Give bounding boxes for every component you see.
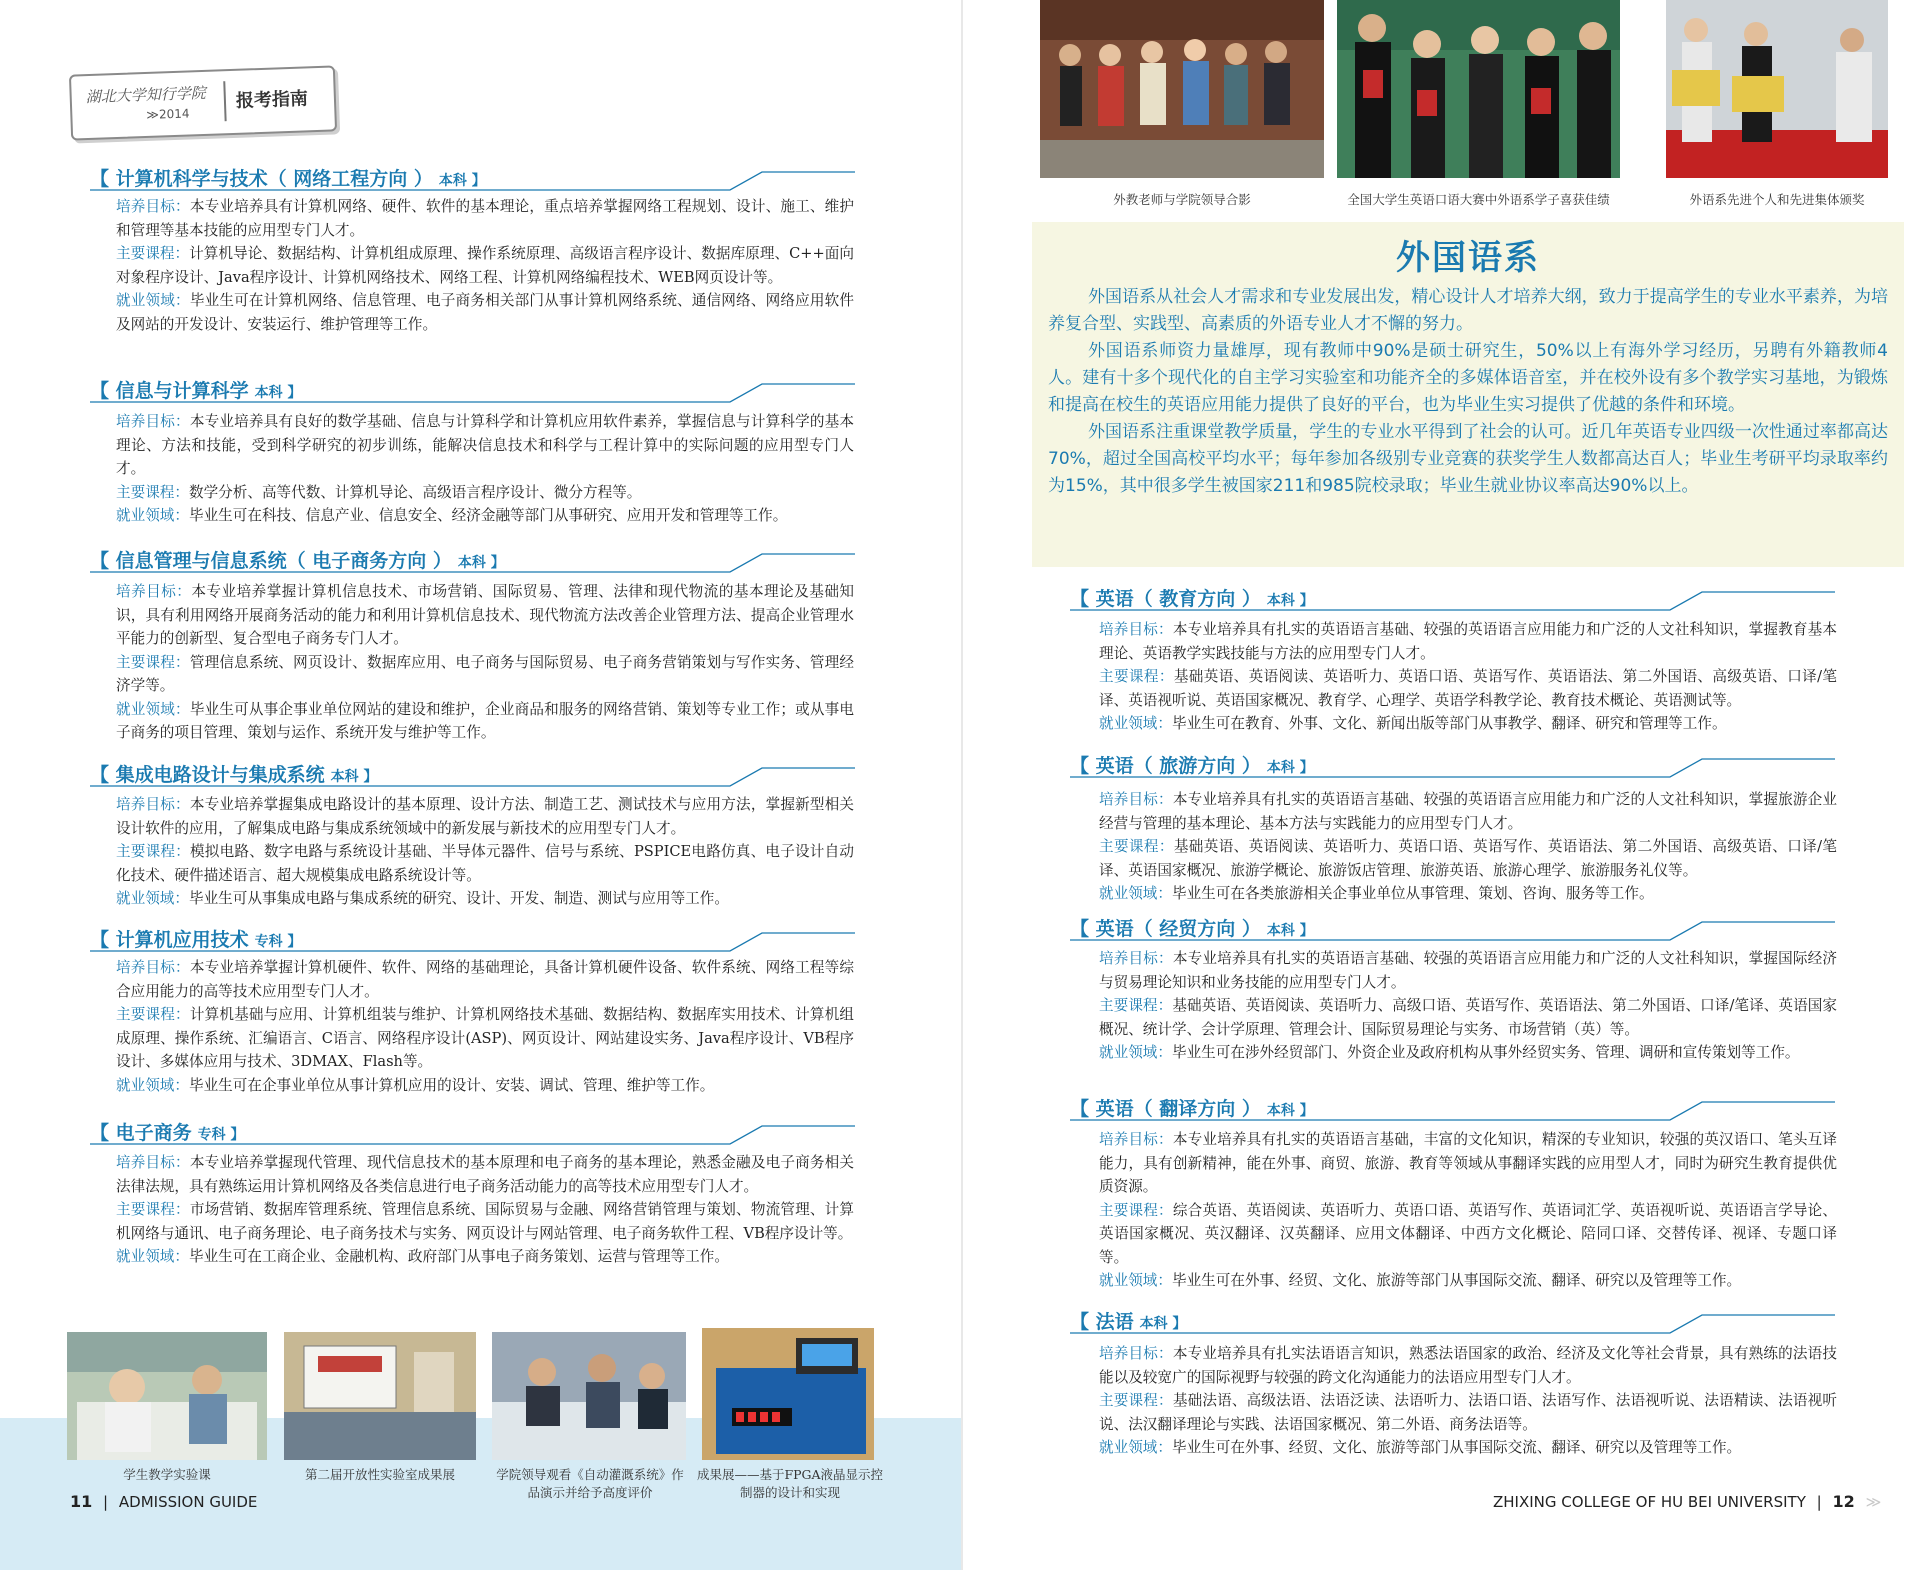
- jobs-text: 毕业生可在企事业单位从事计算机应用的设计、安装、调试、管理、维护等工作。: [188, 1076, 715, 1094]
- jobs-label: 就业领域：: [116, 292, 190, 309]
- jobs-label: 就业领域：: [1099, 1272, 1172, 1289]
- major-title: 【 英语（ 教育方向 ）: [1070, 588, 1261, 610]
- courses-text: 基础英语、英语阅读、英语听力、高级口语、英语写作、英语语法、第二外国语、口译/笔译、英语国家概况、统计学、会计学原理、管理会计、国际贸易理论与实务、市场营销（英）等。: [1099, 997, 1837, 1038]
- department-intro-text: [1048, 284, 1888, 500]
- goal-line: [1069, 618, 1837, 665]
- courses-label: 主要课程：: [116, 245, 190, 262]
- courses-line: [86, 651, 854, 698]
- goal-line: [1069, 947, 1837, 994]
- photo-caption: 外教老师与学院领导合影: [1113, 192, 1251, 207]
- jobs-line: [86, 1074, 854, 1098]
- goal-label: 培养目标：: [1099, 621, 1173, 638]
- jobs-label: 就业领域：: [116, 700, 190, 718]
- goal-text: 本专业培养掌握集成电路设计的基本原理、设计方法、制造工艺、测试技术与应用方法，掌握新型相关设计软件的应用，了解集成电路与集成系统领域中的新发展与新技术的应用型专门人才。: [116, 796, 854, 837]
- goal-text: 本专业培养具有扎实的英语语言基础、较强的英语语言应用能力和广泛的人文社科知识，掌握教育基本理论、英语教学实践技能与方法的应用型专门人才。: [1099, 621, 1837, 662]
- goal-label: 培养目标：: [116, 413, 190, 430]
- courses-line: [1069, 1389, 1837, 1436]
- goal-line: [86, 580, 854, 651]
- jobs-line: [1069, 1436, 1837, 1460]
- goal-text: 本专业培养掌握计算机硬件、软件、网络的基础理论，具备计算机硬件设备、软件系统、网络工程等综合应用能力的高等技术应用型专门人才。: [116, 959, 854, 1000]
- courses-label: 主要课程：: [116, 483, 189, 501]
- goal-line: [86, 793, 854, 840]
- major-title: 【 法语: [1070, 1311, 1134, 1333]
- courses-line: [1069, 665, 1837, 712]
- section-header: [90, 925, 855, 949]
- jobs-label: 就业领域：: [1099, 885, 1172, 902]
- major-level: 本科 】: [438, 173, 486, 189]
- courses-line: [86, 840, 854, 887]
- courses-label: 主要课程：: [1099, 838, 1174, 855]
- major-details: [86, 1151, 854, 1269]
- section-header: [1070, 1094, 1835, 1118]
- left-page: [0, 0, 962, 1570]
- goal-line: [86, 956, 854, 1003]
- major-details: [86, 410, 854, 528]
- major-details: [86, 793, 854, 911]
- goal-label: 培养目标：: [116, 1154, 190, 1171]
- major-title: 【 信息管理与信息系统（ 电子商务方向 ）: [90, 550, 452, 572]
- courses-text: 计算机导论、数据结构、计算机组成原理、操作系统原理、高级语言程序设计、数据库原理、C++面向对象程序设计、Java程序设计、计算机网络技术、网络工程、计算机网络编程技术、WEB网页设计等。: [116, 245, 854, 286]
- major-title: 【 电子商务: [90, 1122, 192, 1144]
- photo-caption: 第二届开放性实验室成果展: [304, 1467, 455, 1482]
- section-header: [90, 164, 855, 188]
- photo-leaders-watching-demo: [492, 1332, 686, 1460]
- courses-label: 主要课程：: [116, 843, 190, 860]
- photo-caption: 全国大学生英语口语大赛中外语系学子喜获佳绩: [1347, 192, 1610, 207]
- goal-label: 培养目标：: [1099, 1345, 1173, 1362]
- footer-label: ZHIXING COLLEGE OF HU BEI UNIVERSITY: [1493, 1493, 1806, 1511]
- goal-text: 本专业培养具有扎实的英语语言基础，丰富的文化知识，精深的专业知识，较强的英汉语口、笔头互译能力，具有创新精神，能在外事、商贸、旅游、教育等领域从事翻译实践的应用型人才，同时为研究生教育提供优质资源。: [1099, 1131, 1837, 1195]
- photo-caption: 成果展——基于FPGA液晶显示控制器的设计和实现: [696, 1467, 884, 1500]
- goal-line: [86, 410, 854, 481]
- courses-line: [86, 1003, 854, 1074]
- jobs-label: 就业领域：: [116, 890, 189, 907]
- photo-fpga-display: [702, 1328, 874, 1460]
- department-intro: [1032, 222, 1904, 567]
- courses-label: 主要课程：: [1099, 997, 1173, 1014]
- major-details: [86, 580, 854, 745]
- major-title: 【 计算机应用技术: [90, 929, 249, 951]
- logo-year: ≫2014: [146, 106, 190, 122]
- jobs-line: [1069, 1041, 1837, 1065]
- photo-foreign-teachers: [1040, 0, 1324, 178]
- goal-text: 本专业培养具有扎实的英语语言基础、较强的英语语言应用能力和广泛的人文社科知识，掌握国际经济与贸易理论知识和业务技能的应用型专门人才。: [1099, 950, 1837, 991]
- jobs-line: [86, 698, 854, 745]
- jobs-label: 就业领域：: [1099, 1044, 1172, 1061]
- jobs-text: 毕业生可在计算机网络、信息管理、电子商务相关部门从事计算机网络系统、通信网络、网络应用软件及网站的开发设计、安装运行、维护管理等工作。: [116, 292, 854, 333]
- section-header: [90, 376, 855, 400]
- goal-line: [1069, 1342, 1837, 1389]
- courses-line: [1069, 835, 1837, 882]
- courses-line: [1069, 994, 1837, 1041]
- major-title: 【 信息与计算科学: [90, 380, 249, 402]
- goal-label: 培养目标：: [1099, 1131, 1173, 1148]
- courses-text: 模拟电路、数字电路与系统设计基础、半导体元器件、信号与系统、PSPICE电路仿真、电子设计自动化技术、硬件描述语言、超大规模集成电路系统设计等。: [116, 843, 854, 884]
- major-title: 【 英语（ 经贸方向 ）: [1070, 918, 1261, 940]
- department-title: 外国语系: [1396, 238, 1540, 278]
- courses-line: [86, 481, 854, 505]
- courses-label: 主要课程：: [116, 1006, 190, 1023]
- jobs-label: 就业领域：: [116, 1076, 189, 1094]
- jobs-label: 就业领域：: [1099, 715, 1172, 732]
- major-title: 【 计算机科学与技术（ 网络工程方向 ）: [90, 168, 433, 190]
- courses-text: 数学分析、高等代数、计算机导论、高级语言程序设计、微分方程等。: [188, 483, 642, 501]
- jobs-line: [86, 1245, 854, 1269]
- goal-label: 培养目标：: [116, 198, 190, 215]
- courses-label: 主要课程：: [116, 653, 190, 671]
- goal-label: 培养目标：: [1099, 950, 1173, 967]
- courses-text: 综合英语、英语阅读、英语听力、英语口语、英语写作、英语词汇学、英语视听说、英语语言学导论、英语国家概况、英汉翻译、汉英翻译、应用文体翻译、中西方文化概论、陪同口译、交替传译、视译、专题口译等。: [1099, 1201, 1837, 1266]
- goal-text: 本专业培养具有计算机网络、硬件、软件的基本理论，重点培养掌握网络工程规划、设计、施工、维护和管理等基本技能的应用型专门人才。: [116, 198, 854, 239]
- jobs-text: 毕业生可在教育、外事、文化、新闻出版等部门从事教学、翻译、研究和管理等工作。: [1171, 715, 1727, 732]
- jobs-line: [1069, 712, 1837, 736]
- goal-text: 本专业培养具有良好的数学基础、信息与计算科学和计算机应用软件素养，掌握信息与计算科学的基本理论、方法和技能，受到科学研究的初步训练，能解决信息技术和科学与工程计算中的实际问题的应用型专门人才。: [116, 413, 854, 477]
- intro-paragraph: 外国语系从社会人才需求和专业发展出发，精心设计人才培养大纲，致力于提高学生的专业水平素养，为培养复合型、实践型、高素质的外语专业人才不懈的努力。: [1048, 287, 1888, 334]
- photo-lab-class: [67, 1332, 267, 1460]
- chevron-right-icon: ≫: [1865, 1493, 1882, 1511]
- section-header: [1070, 1307, 1835, 1331]
- major-level: 本科 】: [254, 385, 302, 401]
- photo-oral-contest: [1337, 0, 1620, 178]
- goal-label: 培养目标：: [116, 796, 190, 813]
- courses-label: 主要课程：: [1099, 1392, 1173, 1409]
- photo-caption: 学院领导观看《自动灌溉系统》作品演示并给予高度评价: [496, 1467, 684, 1500]
- goal-label: 培养目标：: [1099, 791, 1173, 808]
- goal-line: [1069, 788, 1837, 835]
- jobs-text: 毕业生可在工商企业、金融机构、政府部门从事电子商务策划、运营与管理等工作。: [188, 1248, 729, 1265]
- jobs-line: [86, 504, 854, 528]
- courses-text: 基础法语、高级法语、法语泛读、法语听力、法语口语、法语写作、法语视听说、法语精读、法语视听说、法汉翻译理论与实践、法语国家概况、第二外语、商务法语等。: [1099, 1392, 1837, 1433]
- goal-line: [1069, 1128, 1837, 1199]
- photo-caption: 外语系先进个人和先进集体颁奖: [1689, 192, 1865, 207]
- major-details: [1069, 618, 1837, 736]
- courses-label: 主要课程：: [116, 1201, 190, 1218]
- page-number: 11: [70, 1492, 93, 1511]
- photo-award-ceremony: [1666, 0, 1888, 178]
- major-details: [86, 956, 854, 1097]
- goal-line: [86, 195, 854, 242]
- jobs-text: 毕业生可在外事、经贸、文化、旅游等部门从事国际交流、翻译、研究以及管理等工作。: [1171, 1439, 1742, 1456]
- goal-text: 本专业培养掌握现代管理、现代信息技术的基本原理和电子商务的基本理论，熟悉金融及电子商务相关法律法规，具有熟练运用计算机网络及各类信息进行电子商务活动能力的高等技术应用型专门人才。: [116, 1154, 854, 1195]
- logo-script: 湖北大学知行学院: [85, 83, 206, 107]
- college-logo: [69, 65, 337, 140]
- courses-text: 基础英语、英语阅读、英语听力、英语口语、英语写作、英语语法、第二外国语、高级英语、口译/笔译、英语国家概况、旅游学概论、旅游饭店管理、旅游英语、旅游心理学、旅游服务礼仪等。: [1099, 838, 1837, 879]
- goal-label: 培养目标：: [116, 959, 190, 976]
- major-title: 【 英语（ 旅游方向 ）: [1070, 755, 1261, 777]
- jobs-line: [86, 887, 854, 911]
- major-level: 本科 】: [1266, 760, 1314, 776]
- jobs-line: [1069, 882, 1837, 906]
- major-level: 本科 】: [330, 769, 378, 785]
- page-number: 12: [1832, 1492, 1855, 1511]
- major-details: [1069, 947, 1837, 1065]
- photo-open-lab-exhibit: [284, 1332, 476, 1460]
- courses-line: [86, 242, 854, 289]
- jobs-label: 就业领域：: [116, 507, 189, 524]
- major-level: 本科 】: [1266, 923, 1314, 939]
- major-level: 专科 】: [197, 1127, 245, 1143]
- page-footer: ZHIXING COLLEGE OF HU BEI UNIVERSITY | 12 ≫: [1493, 1492, 1882, 1511]
- courses-text: 计算机基础与应用、计算机组装与维护、计算机网络技术基础、数据结构、数据库实用技术、计算机组成原理、操作系统、汇编语言、C语言、网络程序设计(ASP)、网页设计、网站建设实务、Java程序设计、VB程序设计、多媒体应用与技术、3DMAX、Flash等。: [116, 1006, 854, 1070]
- photo-caption: 学生教学实验课: [123, 1467, 211, 1482]
- major-level: 本科 】: [1266, 1103, 1314, 1119]
- footer-label: ADMISSION GUIDE: [118, 1493, 258, 1511]
- goal-text: 本专业培养具有扎实法语语言知识，熟悉法语国家的政治、经济及文化等社会背景，具有熟练的法语技能以及较宽广的国际视野与较强的跨文化沟通能力的法语应用型专门人才。: [1099, 1345, 1837, 1386]
- jobs-label: 就业领域：: [116, 1248, 189, 1265]
- guide-label: 报考指南: [235, 88, 309, 112]
- section-header: [90, 760, 855, 784]
- jobs-text: 毕业生可从事集成电路与集成系统的研究、设计、开发、制造、测试与应用等工作。: [188, 890, 729, 907]
- jobs-text: 毕业生可在外事、经贸、文化、旅游等部门从事国际交流、翻译、研究以及管理等工作。: [1171, 1272, 1742, 1289]
- courses-text: 市场营销、数据库管理系统、管理信息系统、国际贸易与金融、网络营销管理与策划、物流管理、计算机网络与通讯、电子商务理论、电子商务技术与实务、网页设计与网站管理、电子商务软件工程、VB程序设计等。: [116, 1201, 854, 1242]
- intro-paragraph: 外国语系师资力量雄厚，现有教师中90%是硕士研究生，50%以上有海外学习经历，另聘有外籍教师4人。建有十多个现代化的自主学习实验室和功能齐全的多媒体语音室，并在校外设有多个教学实习基地，为锻炼和提高在校生的英语应用能力提供了良好的平台，也为毕业生实习提供了优越的条件和环境。: [1048, 341, 1888, 415]
- jobs-text: 毕业生可在科技、信息产业、信息安全、经济金融等部门从事研究、应用开发和管理等工作。: [188, 507, 788, 524]
- jobs-text: 毕业生可在涉外经贸部门、外资企业及政府机构从事外经贸实务、管理、调研和宣传策划等工作。: [1171, 1044, 1800, 1061]
- courses-label: 主要课程：: [1099, 668, 1174, 685]
- major-details: [1069, 1342, 1837, 1460]
- major-level: 专科 】: [254, 934, 302, 950]
- major-title: 【 集成电路设计与集成系统: [90, 764, 325, 786]
- page-footer: 11 | ADMISSION GUIDE: [70, 1492, 258, 1511]
- major-details: [1069, 1128, 1837, 1293]
- section-header: [1070, 584, 1835, 608]
- right-page: [963, 0, 1925, 1570]
- section-header: [1070, 751, 1835, 775]
- courses-line: [86, 1198, 854, 1245]
- jobs-text: 毕业生可从事企事业单位网站的建设和维护，企业商品和服务的网络营销、策划等专业工作；或从事电子商务的项目管理、策划与运作、系统开发与维护等工作。: [116, 700, 854, 741]
- jobs-label: 就业领域：: [1099, 1439, 1172, 1456]
- major-details: [86, 195, 854, 336]
- goal-text: 本专业培养掌握计算机信息技术、市场营销、国际贸易、管理、法律和现代物流的基本理论及基础知识，具有利用网络开展商务活动的能力和利用计算机信息技术、现代物流方法改善企业管理方法、提高企业管理水平能力的创新型、复合型电子商务专门人才。: [116, 583, 854, 647]
- courses-text: 管理信息系统、网页设计、数据库应用、电子商务与国际贸易、电子商务营销策划与写作实务、管理经济学等。: [116, 653, 854, 694]
- major-level: 本科 】: [1139, 1316, 1187, 1332]
- courses-line: [1069, 1199, 1837, 1270]
- goal-text: 本专业培养具有扎实的英语语言基础、较强的英语语言应用能力和广泛的人文社科知识，掌握旅游企业经营与管理的基本理论、基本方法与实践能力的应用型专门人才。: [1099, 791, 1837, 832]
- goal-line: [86, 1151, 854, 1198]
- section-header: [90, 546, 855, 570]
- major-level: 本科 】: [457, 555, 505, 571]
- jobs-line: [86, 289, 854, 336]
- courses-label: 主要课程：: [1099, 1201, 1173, 1219]
- goal-label: 培养目标：: [116, 583, 192, 600]
- major-level: 本科 】: [1266, 593, 1314, 609]
- logo-divider: [223, 81, 226, 121]
- jobs-text: 毕业生可在各类旅游相关企事业单位从事管理、策划、咨询、服务等工作。: [1171, 885, 1654, 902]
- section-header: [90, 1118, 855, 1142]
- major-title: 【 英语（ 翻译方向 ）: [1070, 1098, 1261, 1120]
- intro-paragraph: 外国语系注重课堂教学质量，学生的专业水平得到了社会的认可。近几年英语专业四级一次性通过率都高达70%，超过全国高校平均水平；每年参加各级别专业竞赛的获奖学生人数都高达百人；毕业生考研平均录取率约为15%，其中很多学生被国家211和985院校录取；毕业生就业协议率高达90%以上。: [1048, 422, 1888, 496]
- major-details: [1069, 788, 1837, 906]
- jobs-line: [1069, 1269, 1837, 1293]
- section-header: [1070, 914, 1835, 938]
- courses-text: 基础英语、英语阅读、英语听力、英语口语、英语写作、英语语法、第二外国语、高级英语、口译/笔译、英语视听说、英语国家概况、教育学、心理学、英语学科教学论、教育技术概论、英语测试等。: [1099, 668, 1837, 709]
